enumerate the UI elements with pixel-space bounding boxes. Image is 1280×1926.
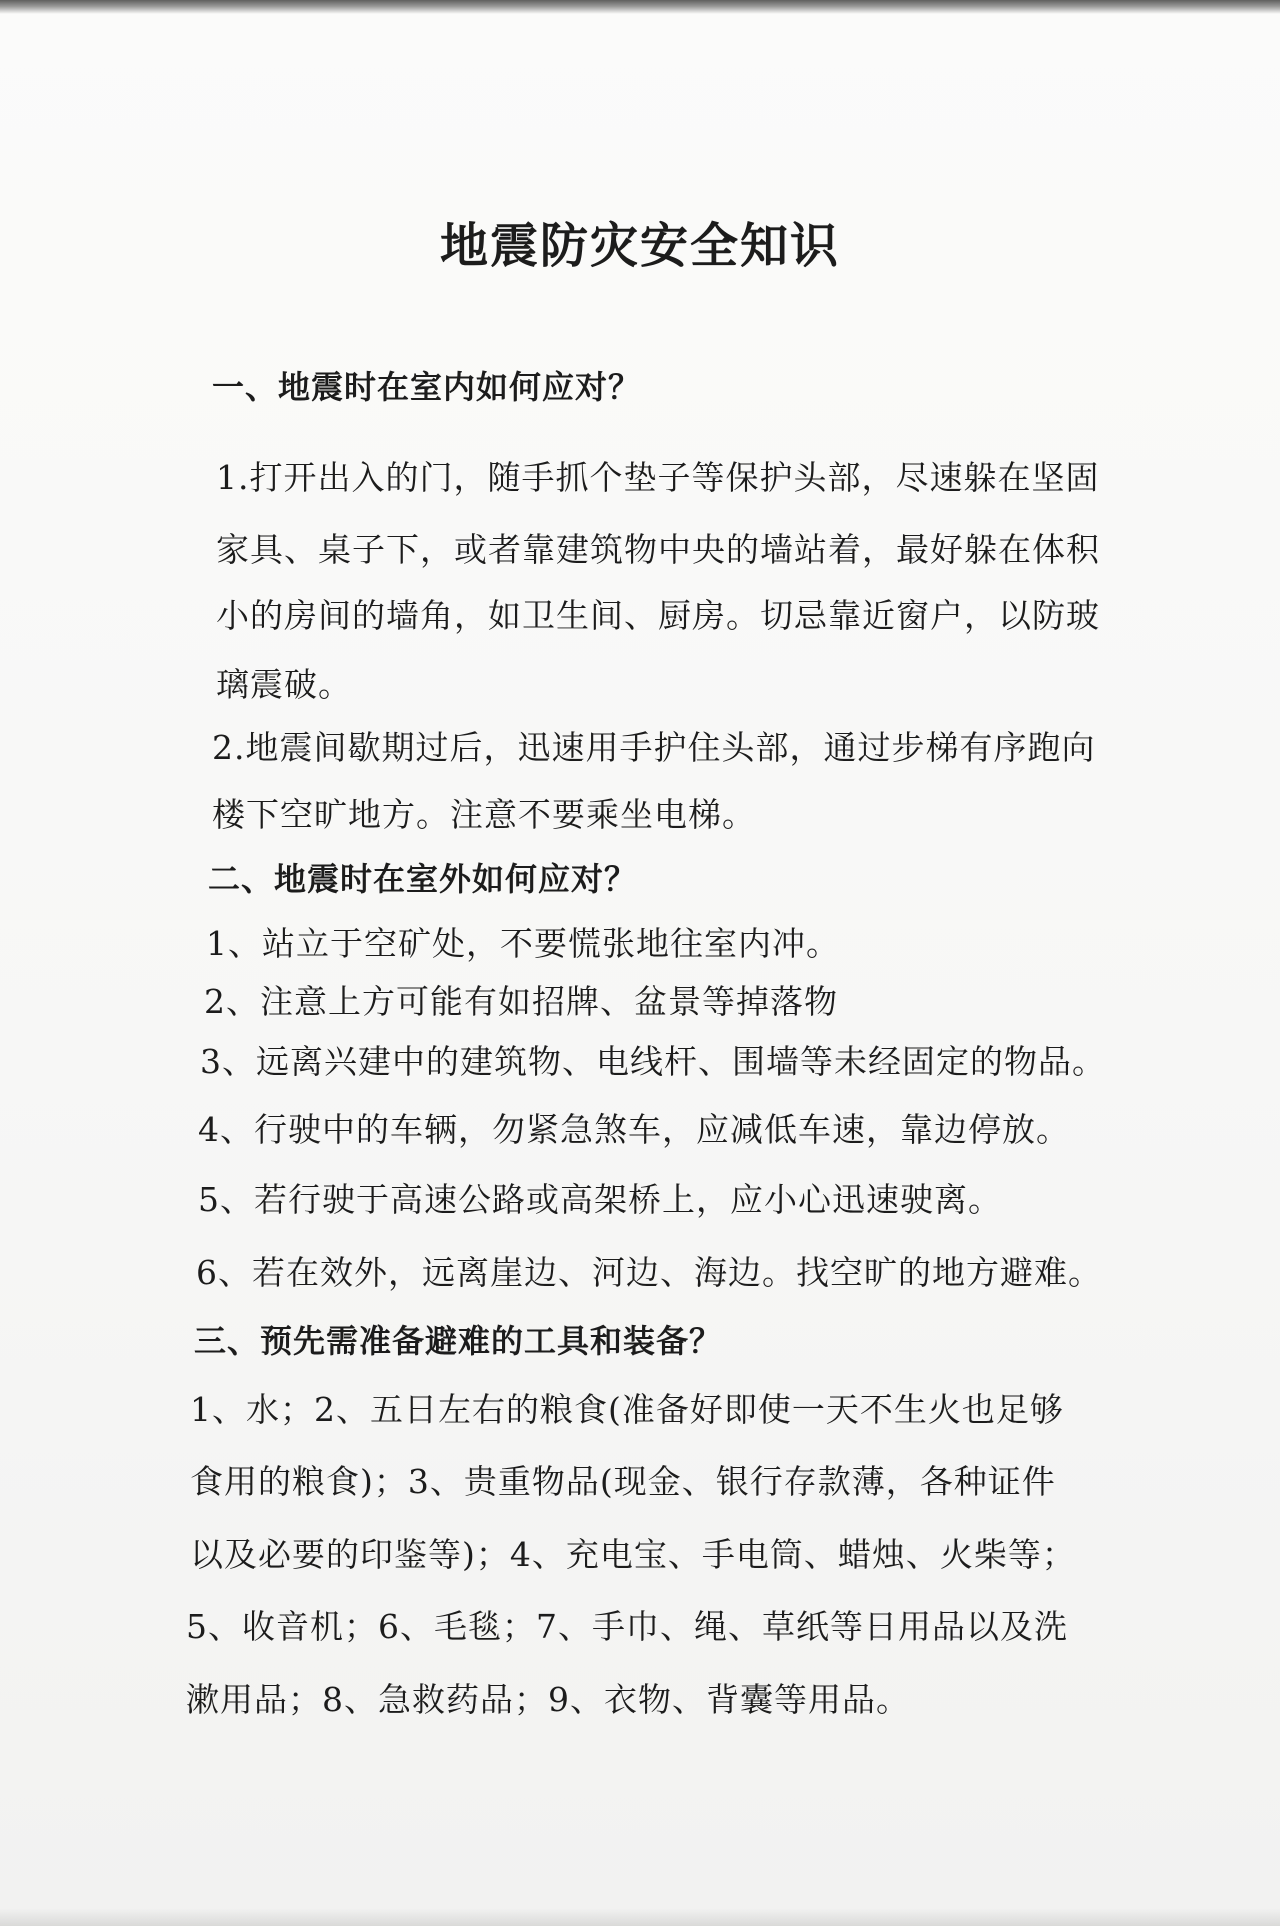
section-2-item-5: 5、若行驶于高速公路或高架桥上，应小心迅速驶离。 [198,1180,1002,1219]
section-3-line-5: 漱用品；8、急救药品；9、衣物、背囊等用品。 [186,1680,910,1719]
section-3-line-2: 食用的粮食)；3、贵重物品(现金、银行存款薄，各种证件 [190,1462,1056,1501]
section-3-line-4: 5、收音机；6、毛毯；7、手巾、绳、草纸等日用品以及洗 [186,1607,1068,1646]
section-3-line-3: 以及必要的印鉴等)；4、充电宝、手电筒、蜡烛、火柴等； [190,1535,1076,1574]
section-1-line-5: 2.地震间歇期过后，迅速用手护住头部，通过步梯有序跑向 [212,728,1096,767]
section-2-item-2: 2、注意上方可能有如招牌、盆景等掉落物 [204,982,838,1021]
section-2-item-6: 6、若在效外，远离崖边、河边、海边。找空旷的地方避难。 [196,1253,1102,1292]
document-title: 地震防灾安全知识 [439,218,840,274]
section-1-line-3: 小的房间的墙角，如卫生间、厨房。切忌靠近窗户，以防玻 [216,596,1100,635]
page-top-edge [0,0,1280,14]
section-1-line-1: 1.打开出入的门，随手抓个垫子等保护头部，尽速躲在坚固 [216,458,1100,497]
section-2-heading: 二、地震时在室外如何应对？ [208,860,638,898]
section-1-line-2: 家具、桌子下，或者靠建筑物中央的墙站着，最好躲在体积 [216,530,1100,569]
page-bottom-shadow [0,1908,1280,1926]
section-3-heading: 三、预先需准备避难的工具和装备？ [194,1322,723,1360]
section-2-item-4: 4、行驶中的车辆，勿紧急煞车，应减低车速，靠边停放。 [198,1110,1070,1149]
section-1-line-6: 楼下空旷地方。注意不要乘坐电梯。 [212,795,756,834]
section-2-item-3: 3、远离兴建中的建筑物、电线杆、围墙等未经固定的物品。 [200,1042,1106,1081]
section-1-heading: 一、地震时在室内如何应对？ [212,368,642,406]
section-3-line-1: 1、水；2、五日左右的粮食(准备好即使一天不生火也足够 [190,1390,1064,1429]
section-1-line-4: 璃震破。 [216,665,352,704]
section-2-item-1: 1、站立于空矿处，不要慌张地往室内冲。 [206,924,840,963]
